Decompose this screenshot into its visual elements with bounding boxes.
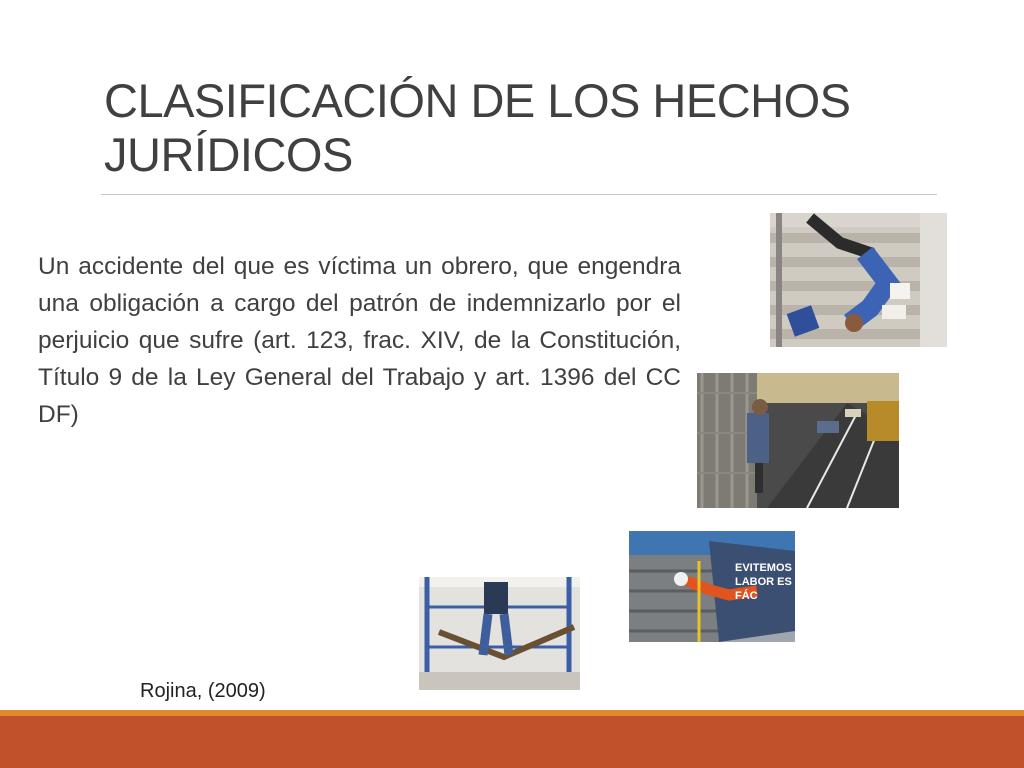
citation: Rojina, (2009) [140, 680, 266, 702]
footer-bar [0, 716, 1024, 768]
photo-worker-on-collapsing-scaffold [419, 577, 580, 690]
slide-title: CLASIFICACIÓN DE LOS HECHOS JURÍDICOS [104, 74, 851, 181]
title-divider [101, 194, 937, 195]
photo-worker-on-scaffold-over-highway [697, 373, 899, 508]
slide-body-text: Un accidente del que es víctima un obrero, que engendra una obligación a cargo del patrón de indemnizarlo por el perjuicio que sufre (art. 123, frac. XIV, de la Constitución, Título 9 de la Ley General del Trabajo y art. 1396 del CC DF) [38, 253, 681, 428]
photo-worker-fallen-on-stairs [770, 213, 947, 347]
photo-worker-falling-from-building [629, 531, 795, 642]
banner-text: EVITEMOS LABOR ES FÁC [735, 562, 792, 602]
